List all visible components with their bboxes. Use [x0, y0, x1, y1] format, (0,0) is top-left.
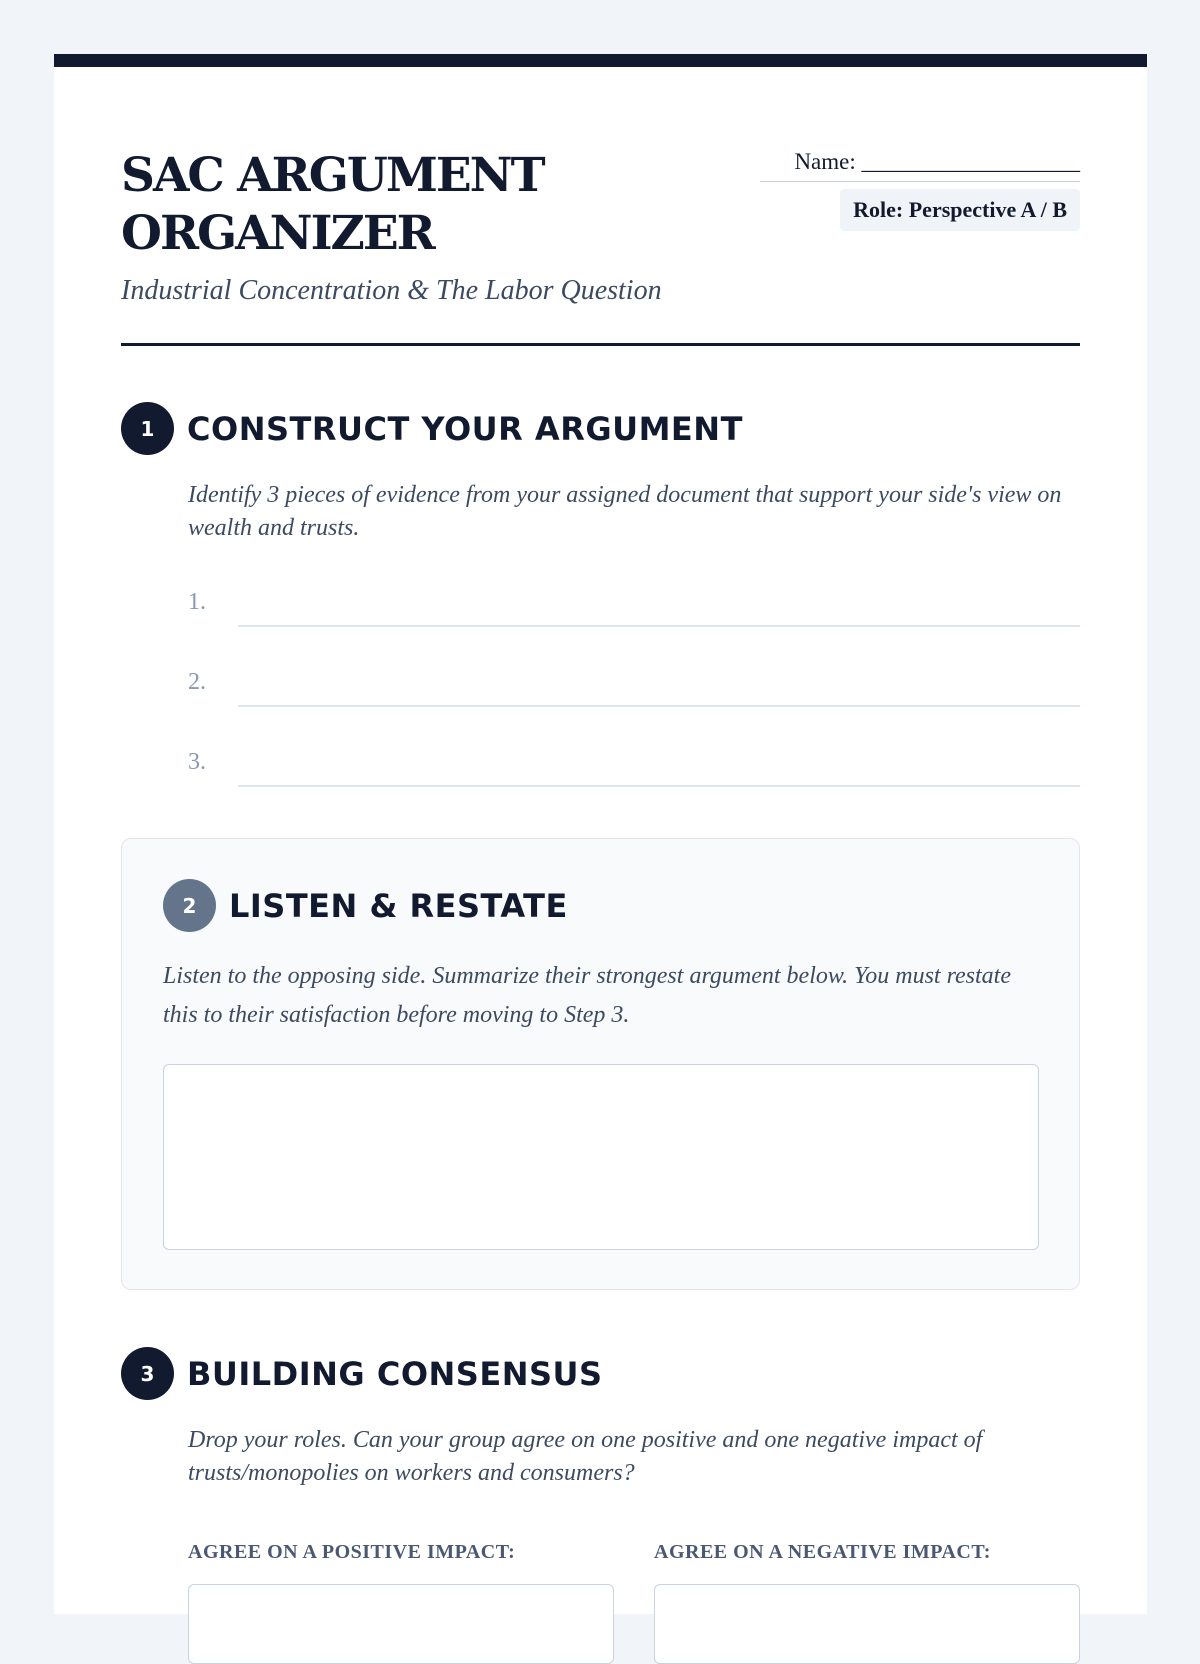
- step2-number-badge: 2: [163, 879, 216, 932]
- evidence-row: [188, 747, 1080, 787]
- negative-impact-box[interactable]: [654, 1584, 1080, 1664]
- worksheet-header: [121, 67, 1080, 346]
- step3-instructions: Drop your roles. Can your group agree on one positive and one negative impact of trusts/monopolies on workers and consumers?: [188, 1427, 983, 1486]
- evidence-input-1[interactable]: [238, 625, 1080, 627]
- evidence-number: 1.: [188, 589, 206, 615]
- evidence-row: [188, 667, 1080, 707]
- worksheet-content: [121, 67, 1080, 1563]
- positive-impact-box[interactable]: [188, 1584, 614, 1664]
- worksheet-page: [54, 54, 1147, 1614]
- page-subtitle: Industrial Concentration & The Labor Question: [121, 275, 662, 306]
- step1-title: CONSTRUCT YOUR ARGUMENT: [187, 409, 743, 448]
- step1-instructions: Identify 3 pieces of evidence from your assigned document that support your side's view on wealth and trusts.: [188, 482, 1062, 541]
- step2-title: LISTEN & RESTATE: [229, 886, 568, 925]
- step2-panel: [121, 838, 1080, 1290]
- restate-response-box[interactable]: [163, 1064, 1039, 1250]
- step3-title: BUILDING CONSENSUS: [187, 1354, 603, 1393]
- positive-impact-label: AGREE ON A POSITIVE IMPACT:: [188, 1541, 516, 1563]
- evidence-number: 3.: [188, 749, 206, 775]
- evidence-row: [188, 587, 1080, 627]
- step1-heading: [121, 402, 743, 455]
- page-title: SAC ARGUMENT ORGANIZER: [121, 148, 544, 261]
- step2-heading: [163, 879, 568, 932]
- name-field[interactable]: Name: ___________________: [760, 149, 1080, 182]
- role-badge: Role: Perspective A / B: [840, 189, 1080, 231]
- evidence-input-2[interactable]: [238, 705, 1080, 707]
- step3-number-badge: 3: [121, 1347, 174, 1400]
- step2-instructions: Listen to the opposing side. Summarize their strongest argument below. You must restate this to their satisfaction before moving to Step 3.: [163, 963, 1012, 1028]
- negative-impact-label: AGREE ON A NEGATIVE IMPACT:: [654, 1541, 991, 1563]
- step3-heading: [121, 1347, 603, 1400]
- step1-number-badge: 1: [121, 402, 174, 455]
- evidence-input-3[interactable]: [238, 785, 1080, 787]
- evidence-number: 2.: [188, 669, 206, 695]
